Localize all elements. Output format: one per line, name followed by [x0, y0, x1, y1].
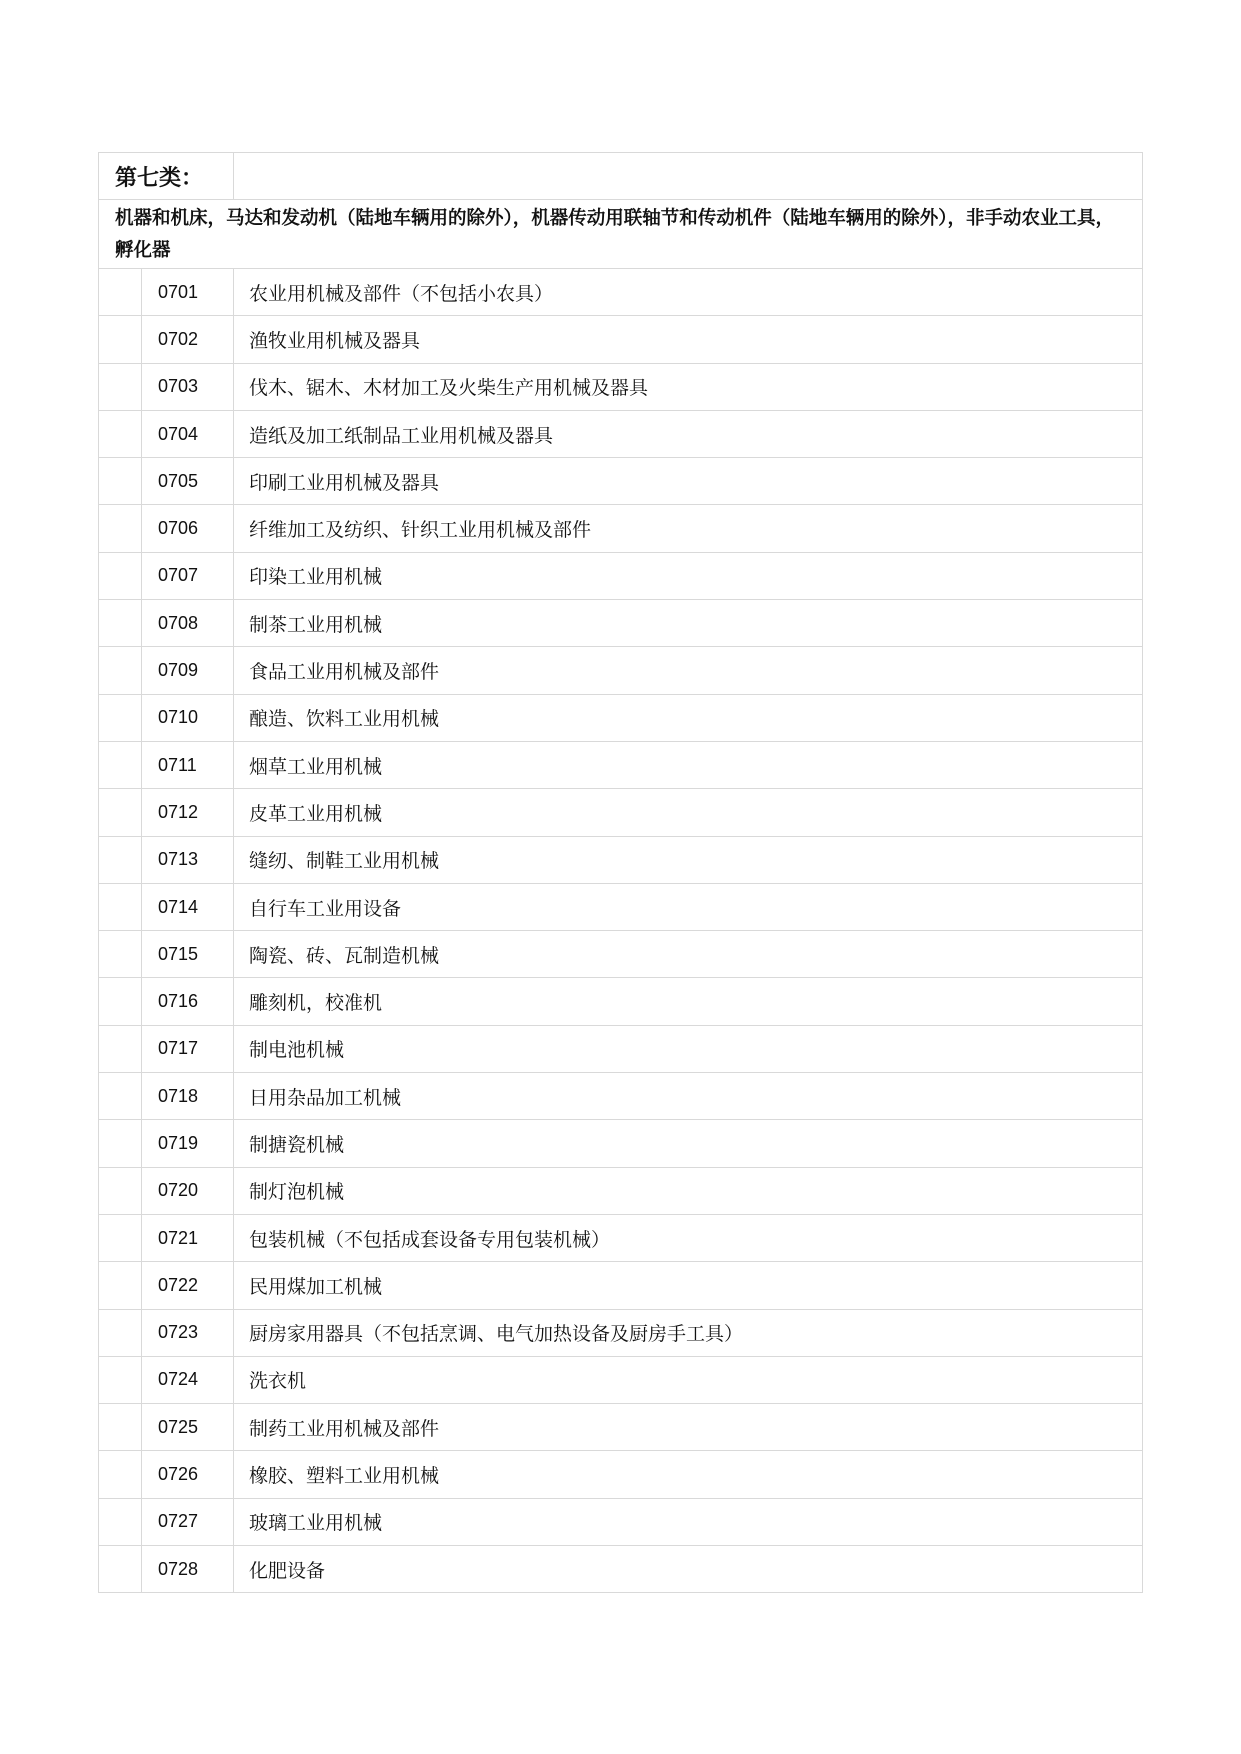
item-code: 0707 — [142, 552, 234, 599]
item-code: 0720 — [142, 1167, 234, 1214]
table-row — [99, 1309, 1143, 1356]
item-name: 印刷工业用机械及器具 — [234, 458, 1143, 505]
item-name: 缝纫、制鞋工业用机械 — [234, 836, 1143, 883]
row-indent-cell — [99, 505, 142, 552]
table-row — [99, 458, 1143, 505]
row-indent-cell — [99, 836, 142, 883]
row-indent-cell — [99, 1356, 142, 1403]
table-row — [99, 1262, 1143, 1309]
item-name: 洗衣机 — [234, 1356, 1143, 1403]
item-name: 酿造、饮料工业用机械 — [234, 694, 1143, 741]
row-indent-cell — [99, 1262, 142, 1309]
row-indent-cell — [99, 931, 142, 978]
table-row — [99, 316, 1143, 363]
item-code: 0701 — [142, 269, 234, 316]
item-name: 自行车工业用设备 — [234, 883, 1143, 930]
table-row — [99, 363, 1143, 410]
item-code: 0717 — [142, 1025, 234, 1072]
class-title: 第七类： — [99, 153, 234, 200]
row-indent-cell — [99, 1498, 142, 1545]
item-code: 0703 — [142, 363, 234, 410]
table-row — [99, 1073, 1143, 1120]
table-body — [99, 153, 1143, 1593]
row-indent-cell — [99, 1214, 142, 1261]
item-code: 0726 — [142, 1451, 234, 1498]
item-name: 纤维加工及纺织、针织工业用机械及部件 — [234, 505, 1143, 552]
table-row — [99, 647, 1143, 694]
row-indent-cell — [99, 1025, 142, 1072]
row-indent-cell — [99, 458, 142, 505]
classification-table — [98, 152, 1143, 1593]
table-row — [99, 1167, 1143, 1214]
class-title-row — [99, 153, 1143, 200]
item-code: 0718 — [142, 1073, 234, 1120]
item-code: 0722 — [142, 1262, 234, 1309]
item-code: 0721 — [142, 1214, 234, 1261]
item-name: 渔牧业用机械及器具 — [234, 316, 1143, 363]
item-name: 制药工业用机械及部件 — [234, 1404, 1143, 1451]
class-title-empty-cell — [234, 153, 1143, 200]
row-indent-cell — [99, 978, 142, 1025]
item-name: 雕刻机，校准机 — [234, 978, 1143, 1025]
item-name: 制茶工业用机械 — [234, 600, 1143, 647]
row-indent-cell — [99, 1451, 142, 1498]
row-indent-cell — [99, 410, 142, 457]
class-description-row — [99, 200, 1143, 269]
item-name: 造纸及加工纸制品工业用机械及器具 — [234, 410, 1143, 457]
table-row — [99, 505, 1143, 552]
item-code: 0728 — [142, 1546, 234, 1593]
item-name: 印染工业用机械 — [234, 552, 1143, 599]
table-row — [99, 1356, 1143, 1403]
item-code: 0719 — [142, 1120, 234, 1167]
item-name: 玻璃工业用机械 — [234, 1498, 1143, 1545]
item-name: 食品工业用机械及部件 — [234, 647, 1143, 694]
item-code: 0711 — [142, 741, 234, 788]
table-row — [99, 1120, 1143, 1167]
row-indent-cell — [99, 694, 142, 741]
item-code: 0710 — [142, 694, 234, 741]
table-row — [99, 1498, 1143, 1545]
item-code: 0706 — [142, 505, 234, 552]
row-indent-cell — [99, 1073, 142, 1120]
row-indent-cell — [99, 363, 142, 410]
table-row — [99, 978, 1143, 1025]
item-code: 0715 — [142, 931, 234, 978]
item-name: 包装机械（不包括成套设备专用包装机械） — [234, 1214, 1143, 1261]
row-indent-cell — [99, 1546, 142, 1593]
item-name: 制灯泡机械 — [234, 1167, 1143, 1214]
item-name: 化肥设备 — [234, 1546, 1143, 1593]
item-name: 皮革工业用机械 — [234, 789, 1143, 836]
table-row — [99, 600, 1143, 647]
item-code: 0704 — [142, 410, 234, 457]
class-description: 机器和机床，马达和发动机（陆地车辆用的除外），机器传动用联轴节和传动机件（陆地车辆用的除外），非手动农业工具，孵化器 — [99, 200, 1143, 269]
table-row — [99, 931, 1143, 978]
item-name: 制电池机械 — [234, 1025, 1143, 1072]
item-code: 0708 — [142, 600, 234, 647]
table-row — [99, 694, 1143, 741]
item-code: 0709 — [142, 647, 234, 694]
row-indent-cell — [99, 1404, 142, 1451]
table-row — [99, 836, 1143, 883]
item-name: 烟草工业用机械 — [234, 741, 1143, 788]
table-row — [99, 741, 1143, 788]
row-indent-cell — [99, 269, 142, 316]
item-name: 陶瓷、砖、瓦制造机械 — [234, 931, 1143, 978]
item-name: 农业用机械及部件（不包括小农具） — [234, 269, 1143, 316]
table-row — [99, 1404, 1143, 1451]
row-indent-cell — [99, 1309, 142, 1356]
item-code: 0714 — [142, 883, 234, 930]
item-code: 0723 — [142, 1309, 234, 1356]
row-indent-cell — [99, 316, 142, 363]
item-code: 0713 — [142, 836, 234, 883]
item-code: 0705 — [142, 458, 234, 505]
item-code: 0727 — [142, 1498, 234, 1545]
item-code: 0716 — [142, 978, 234, 1025]
item-code: 0712 — [142, 789, 234, 836]
item-code: 0702 — [142, 316, 234, 363]
item-name: 制搪瓷机械 — [234, 1120, 1143, 1167]
item-name: 橡胶、塑料工业用机械 — [234, 1451, 1143, 1498]
item-name: 伐木、锯木、木材加工及火柴生产用机械及器具 — [234, 363, 1143, 410]
item-name: 厨房家用器具（不包括烹调、电气加热设备及厨房手工具） — [234, 1309, 1143, 1356]
row-indent-cell — [99, 647, 142, 694]
table-row — [99, 1546, 1143, 1593]
item-name: 日用杂品加工机械 — [234, 1073, 1143, 1120]
row-indent-cell — [99, 741, 142, 788]
row-indent-cell — [99, 600, 142, 647]
table-row — [99, 883, 1143, 930]
table-row — [99, 789, 1143, 836]
table-row — [99, 269, 1143, 316]
table-row — [99, 1451, 1143, 1498]
item-code: 0724 — [142, 1356, 234, 1403]
table-row — [99, 1025, 1143, 1072]
table-row — [99, 552, 1143, 599]
table-row — [99, 410, 1143, 457]
row-indent-cell — [99, 1167, 142, 1214]
item-name: 民用煤加工机械 — [234, 1262, 1143, 1309]
row-indent-cell — [99, 789, 142, 836]
row-indent-cell — [99, 552, 142, 599]
item-code: 0725 — [142, 1404, 234, 1451]
row-indent-cell — [99, 883, 142, 930]
table-row — [99, 1214, 1143, 1261]
row-indent-cell — [99, 1120, 142, 1167]
